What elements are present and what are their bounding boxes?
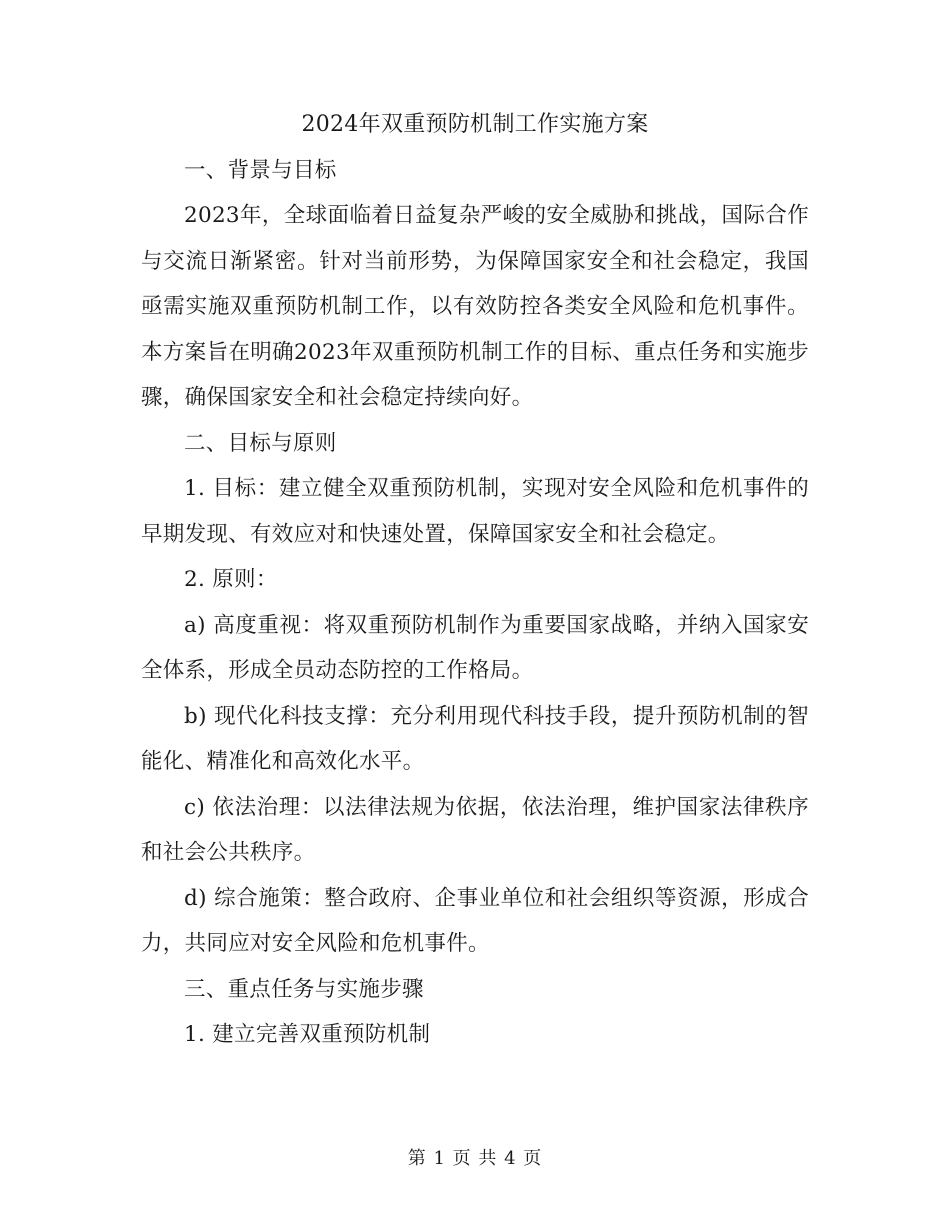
principle-item-b: b) 现代化科技支撑：充分利用现代科技手段，提升预防机制的智能化、精准化和高效化水平。 <box>141 703 809 774</box>
section-heading-tasks: 三、重点任务与实施步骤 <box>184 976 424 1002</box>
principle-item-a: a) 高度重视：将双重预防机制作为重要国家战略，并纳入国家安全体系，形成全员动态防控的工作格局。 <box>141 612 809 683</box>
task-item-1: 1. 建立完善双重预防机制 <box>184 1022 431 1047</box>
paragraph-goal: 1. 目标：建立健全双重预防机制，实现对安全风险和危机事件的早期发现、有效应对和快速处置，保障国家安全和社会稳定。 <box>141 476 809 547</box>
section-heading-goals: 二、目标与原则 <box>184 430 337 456</box>
paragraph-background: 2023年，全球面临着日益复杂严峻的安全威胁和挑战，国际合作与交流日渐紧密。针对当前形势，为保障国家安全和社会稳定，我国亟需实施双重预防机制工作，以有效防控各类安全风险和危机事件。本方案旨在明确2023年双重预防机制工作的目标、重点任务和实施步骤，确保国家安全和社会稳定持续向好。 <box>141 203 809 410</box>
document-title: 2024年双重预防机制工作实施方案 <box>301 112 649 137</box>
principle-item-d: d) 综合施策：整合政府、企事业单位和社会组织等资源，形成合力，共同应对安全风险和危机事件。 <box>141 885 809 956</box>
page-number-footer: 第 1 页 共 4 页 <box>407 1148 543 1169</box>
document-body <box>141 102 809 1058</box>
section-heading-background: 一、背景与目标 <box>184 157 337 183</box>
principle-item-c: c) 依法治理：以法律法规为依据，依法治理，维护国家法律秩序和社会公共秩序。 <box>141 794 809 865</box>
paragraph-principles: 2. 原则： <box>184 567 278 592</box>
